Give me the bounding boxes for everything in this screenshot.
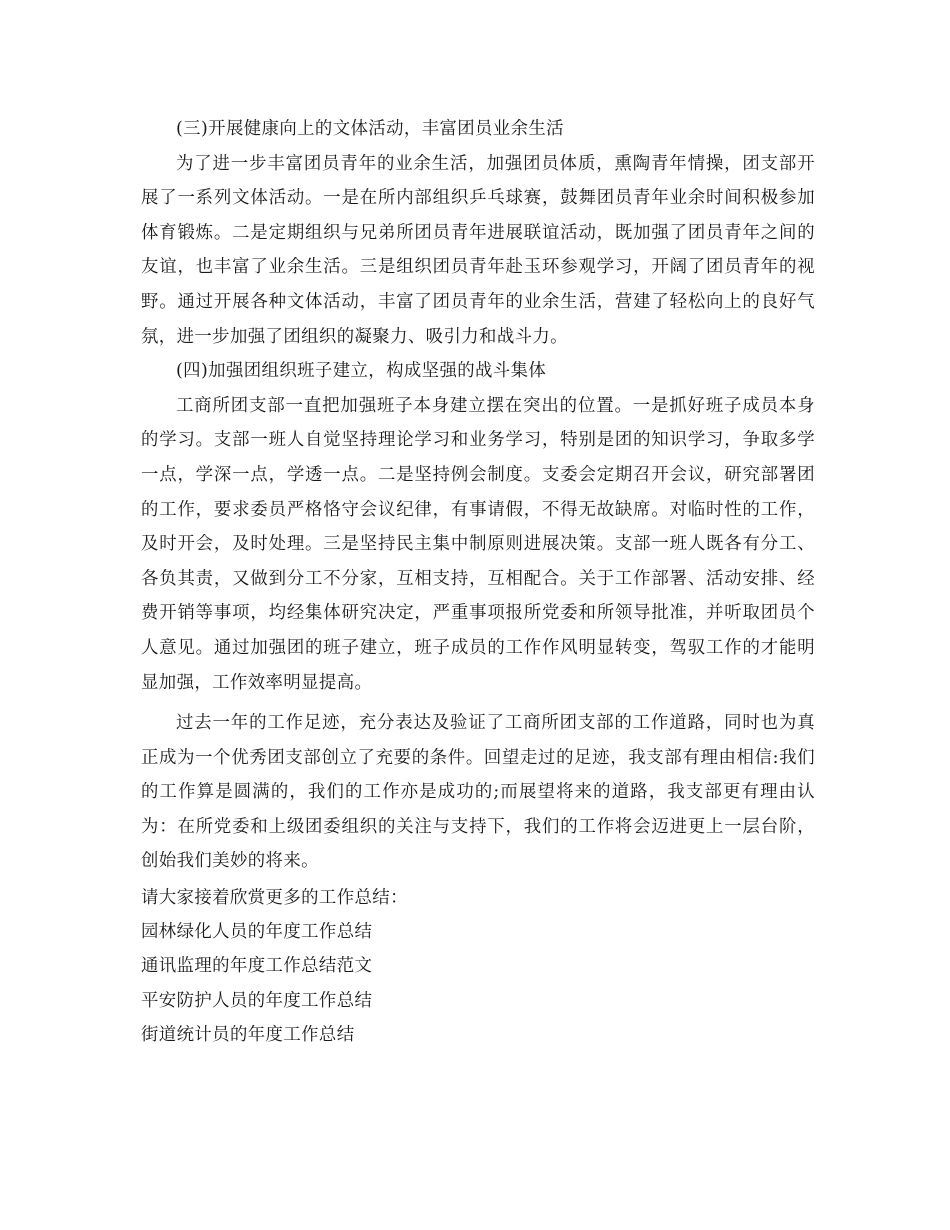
conclusion-paragraph: 过去一年的工作足迹，充分表达及验证了工商所团支部的工作道路，同时也为真正成为一个优秀团支部创立了充要的条件。回望走过的足迹，我支部有理由相信:我们的工作算是圆满的，我们的工作亦是成功的;而展望将来的道路，我支部更有理由认为：在所党委和上级团委组织的关注与支持下，我们的工作将会迈进更上一层台阶，创始我们美妙的将来。 <box>141 713 815 872</box>
summary-link-telecom-supervision[interactable]: 通讯监理的年度工作总结范文 <box>141 956 373 977</box>
summary-link-landscaping[interactable]: 园林绿化人员的年度工作总结 <box>141 922 373 943</box>
more-summaries-intro: 请大家接着欣赏更多的工作总结： <box>141 888 408 909</box>
summary-link-safety-protection[interactable]: 平安防护人员的年度工作总结 <box>141 990 373 1011</box>
section-body-3: 为了进一步丰富团员青年的业余生活，加强团员体质，熏陶青年情操，团支部开展了一系列文体活动。一是在所内部组织乒乓球赛，鼓舞团员青年业余时间积极参加体育锻炼。二是定期组织与兄弟所团员青年进展联谊活动，既加强了团员青年之间的友谊，也丰富了业余生活。三是组织团员青年赴玉环参观学习，开阔了团员青年的视野。通过开展各种文体活动，丰富了团员青年的业余生活，营建了轻松向上的良好气氛，进一步加强了团组织的凝聚力、吸引力和战斗力。 <box>141 153 815 347</box>
more-summaries <box>141 881 815 1052</box>
section-heading-4: (四)加强团组织班子建立，构成坚强的战斗集体 <box>176 361 547 382</box>
section-body-4: 工商所团支部一直把加强班子本身建立摆在突出的位置。一是抓好班子成员本身的学习。支部一班人自觉坚持理论学习和业务学习，特别是团的知识学习，争取多学一点，学深一点，学透一点。二是坚持例会制度。支委会定期召开会议，研究部署团的工作，要求委员严格恪守会议纪律，有事请假，不得无故缺席。对临时性的工作，及时开会，及时处理。三是坚持民主集中制原则进展决策。支部一班人既各有分工、各负其责，又做到分工不分家，互相支持，互相配合。关于工作部署、活动安排、经费开销等事项，均经集体研究决定，严重事项报所党委和所领导批准，并听取团员个人意见。通过加强团的班子建立，班子成员的工作作风明显转变，驾驭工作的才能明显加强，工作效率明显提高。 <box>141 395 815 693</box>
section-heading-3: (三)开展健康向上的文体活动，丰富团员业余生活 <box>176 119 564 139</box>
summary-link-street-statistician[interactable]: 街道统计员的年度工作总结 <box>141 1024 355 1045</box>
document-page <box>141 112 815 1052</box>
